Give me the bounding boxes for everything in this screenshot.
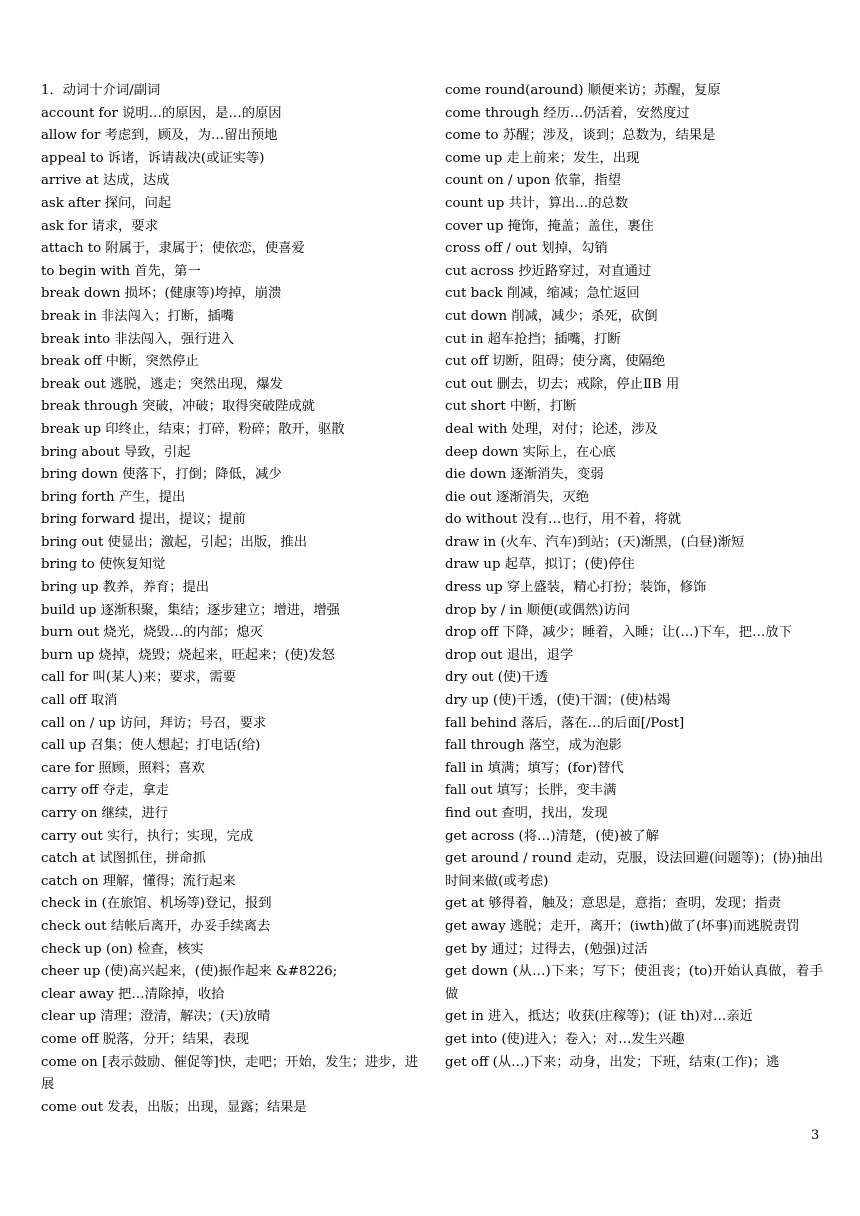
left-column xyxy=(41,80,419,1119)
phrase-entry: bring out 使显出；激起，引起；出版，推出 xyxy=(41,534,308,550)
section-heading: 1．动词十介词/副词 xyxy=(41,83,161,98)
phrase-entry: carry off 夺走，拿走 xyxy=(41,783,169,799)
phrase-entry: arrive at 达成，达成 xyxy=(41,173,170,189)
phrase-entry: fall behind 落后，落在…的后面[/Post] xyxy=(445,715,685,731)
phrase-entry: come to 苏醒；涉及，谈到；总数为，结果是 xyxy=(445,128,716,144)
phrase-entry: die down 逐渐消失，变弱 xyxy=(445,467,604,483)
phrase-entry: fall in 填满；填写；(for)替代 xyxy=(445,760,624,776)
phrase-entry: come up 走上前来；发生，出现 xyxy=(445,150,640,166)
phrase-entry: count up 共计，算出…的总数 xyxy=(445,195,629,211)
phrase-entry: check out 结帐后离开，办妥手续离去 xyxy=(41,918,271,934)
phrase-entry: call on / up 访问，拜访；号召，要求 xyxy=(41,715,267,731)
phrase-entry: drop off 下降，减少；睡着，入睡；让(…)下车，把…放下 xyxy=(445,625,792,641)
right-entry-list xyxy=(445,80,823,1074)
phrase-entry: get away 逃脱；走开，离开；(iwth)做了(坏事)而逃脱责罚 xyxy=(445,918,800,934)
phrase-entry: cross off / out 划掉，勾销 xyxy=(445,241,608,257)
phrase-entry: to begin with 首先，第一 xyxy=(41,263,201,279)
phrase-entry: dress up 穿上盛装，精心打扮；装饰，修饰 xyxy=(445,580,707,596)
phrase-entry: call off 取消 xyxy=(41,693,118,709)
phrase-entry: come through 经历…仍活着，安然度过 xyxy=(445,105,690,121)
phrase-entry: find out 查明，找出，发现 xyxy=(445,806,608,821)
phrase-entry: fall through 落空，成为泡影 xyxy=(445,738,622,754)
phrase-entry: bring to 使恢复知觉 xyxy=(41,557,166,573)
phrase-entry: get off (从…)下来；动身，出发；下班，结束(工作)；逃 xyxy=(445,1054,780,1070)
phrase-entry: drop by / in 顺便(或偶然)访问 xyxy=(445,602,631,618)
phrase-entry: ask for 请求，要求 xyxy=(41,218,159,234)
phrase-entry: get down (从…)下来；写下；使沮丧；(to)开始认真做，着手做 xyxy=(445,964,823,1002)
phrase-entry: cut across 抄近路穿过，对直通过 xyxy=(445,263,652,279)
phrase-entry: get into (使)进入；卷入；对…发生兴趣 xyxy=(445,1031,685,1047)
phrase-entry: drop out 退出，退学 xyxy=(445,647,574,663)
phrase-entry: break out 逃脱，逃走；突然出现，爆发 xyxy=(41,376,283,392)
phrase-entry: get in 进入，抵达；收获(庄稼等)；(证 th)对…亲近 xyxy=(445,1009,753,1025)
phrase-entry: deep down 实际上，在心底 xyxy=(445,444,616,460)
phrase-entry: break into 非法闯入，强行进入 xyxy=(41,331,235,347)
phrase-entry: get by 通过；过得去，(勉强)过活 xyxy=(445,941,648,957)
page-number: 3 xyxy=(811,1128,820,1143)
phrase-entry: cut down 削减，减少；杀死，砍倒 xyxy=(445,308,658,324)
phrase-entry: break off 中断，突然停止 xyxy=(41,354,199,370)
phrase-entry: cover up 掩饰，掩盖；盖住，裹住 xyxy=(445,218,654,234)
phrase-entry: break down 损坏；(健康等)垮掉，崩溃 xyxy=(41,286,282,302)
phrase-entry: fall out 填写；长胖，变丰满 xyxy=(445,783,617,799)
phrase-entry: cheer up (使)高兴起来，(使)振作起来 &#8226; xyxy=(41,964,338,980)
phrase-entry: come on [表示鼓励、催促等]快，走吧；开始，发生；进步，进展 xyxy=(41,1054,419,1093)
phrase-entry: account for 说明…的原因，是…的原因 xyxy=(41,105,282,121)
phrase-entry: get around / round 走动，克服，设法回避(问题等)；(协)抽出时间来做(或考虑) xyxy=(445,851,823,889)
phrase-entry: check up (on) 检查，核实 xyxy=(41,941,204,957)
phrase-entry: burn out 烧光，烧毁…的内部；熄灭 xyxy=(41,625,263,641)
phrase-entry: clear away 把…清除掉，收拾 xyxy=(41,986,225,1002)
phrase-entry: draw in (火车、汽车)到站；(天)渐黑，(白昼)渐短 xyxy=(445,534,745,550)
left-entry-list xyxy=(41,103,419,1120)
phrase-entry: clear up 清理；澄清，解决；(天)放晴 xyxy=(41,1009,271,1025)
phrase-entry: attach to 附属于，隶属于；使依恋，使喜爱 xyxy=(41,241,305,257)
phrase-entry: bring forth 产生，提出 xyxy=(41,489,186,505)
phrase-entry: come out 发表，出版；出现，显露；结果是 xyxy=(41,1099,307,1115)
phrase-entry: allow for 考虑到，顾及，为…留出预地 xyxy=(41,128,278,144)
phrase-entry: care for 照顾，照料；喜欢 xyxy=(41,760,205,776)
phrase-entry: come off 脱落，分开；结果，表现 xyxy=(41,1031,250,1047)
phrase-entry: build up 逐渐积聚，集结；逐步建立；增进，增强 xyxy=(41,602,340,618)
phrase-entry: call up 召集；使人想起；打电话(给) xyxy=(41,738,261,754)
phrase-entry: draw up 起草，拟订；(使)停住 xyxy=(445,557,635,573)
phrase-entry: catch at 试图抓住，拼命抓 xyxy=(41,851,206,867)
phrase-entry: come round(around) 顺便来访；苏醒，复原 xyxy=(445,83,721,98)
phrase-entry: deal with 处理，对付；论述，涉及 xyxy=(445,421,658,437)
phrase-entry: break in 非法闯入；打断，插嘴 xyxy=(41,308,234,324)
phrase-entry: bring down 使落下，打倒；降低，减少 xyxy=(41,467,282,483)
phrase-entry: die out 逐渐消失，灭绝 xyxy=(445,489,590,505)
phrase-entry: cut off 切断，阻碍；使分离，使隔绝 xyxy=(445,354,666,370)
phrase-entry: break up 印终止，结束；打碎，粉碎；散开，驱散 xyxy=(41,421,345,437)
phrase-entry: get at 够得着，触及；意思是，意指；查明，发现；指责 xyxy=(445,896,781,912)
phrase-entry: count on / upon 依靠，指望 xyxy=(445,173,622,189)
phrase-entry: cut back 削减，缩减；急忙返回 xyxy=(445,286,640,302)
phrase-entry: cut in 超车抢挡；插嘴，打断 xyxy=(445,331,621,347)
phrase-entry: carry on 继续，进行 xyxy=(41,806,169,821)
phrase-entry: bring up 教养，养育；提出 xyxy=(41,580,210,596)
phrase-entry: carry out 实行，执行；实现，完成 xyxy=(41,828,254,844)
phrase-entry: ask after 探问，问起 xyxy=(41,195,172,211)
phrase-entry: do without 没有…也行，用不着，将就 xyxy=(445,512,681,528)
phrase-entry: break through 突破，冲破；取得突破陛成就 xyxy=(41,399,315,415)
phrase-entry: call for 叫(某人)来；要求，需要 xyxy=(41,670,236,686)
phrase-entry: get across (将…)清楚，(使)被了解 xyxy=(445,828,659,844)
phrase-entry: dry up (使)干透，(使)干涸；(使)枯竭 xyxy=(445,693,671,709)
phrase-entry: appeal to 诉诸，诉请裁决(或证实等) xyxy=(41,150,265,166)
phrase-entry: catch on 理解，懂得；流行起来 xyxy=(41,873,236,889)
phrase-entry: bring forward 提出，提议；提前 xyxy=(41,512,246,528)
phrase-entry: dry out (使)干透 xyxy=(445,670,549,686)
phrase-entry: burn up 烧掉，烧毁；烧起来，旺起来；(使)发怒 xyxy=(41,647,335,663)
phrase-entry: cut out 删去，切去；戒除，停止ⅡB 用 xyxy=(445,376,680,392)
phrase-entry: cut short 中断，打断 xyxy=(445,399,577,415)
right-column xyxy=(445,80,823,1074)
phrase-entry: bring about 导致，引起 xyxy=(41,444,191,460)
phrase-entry: check in (在旅馆、机场等)登记，报到 xyxy=(41,896,272,912)
